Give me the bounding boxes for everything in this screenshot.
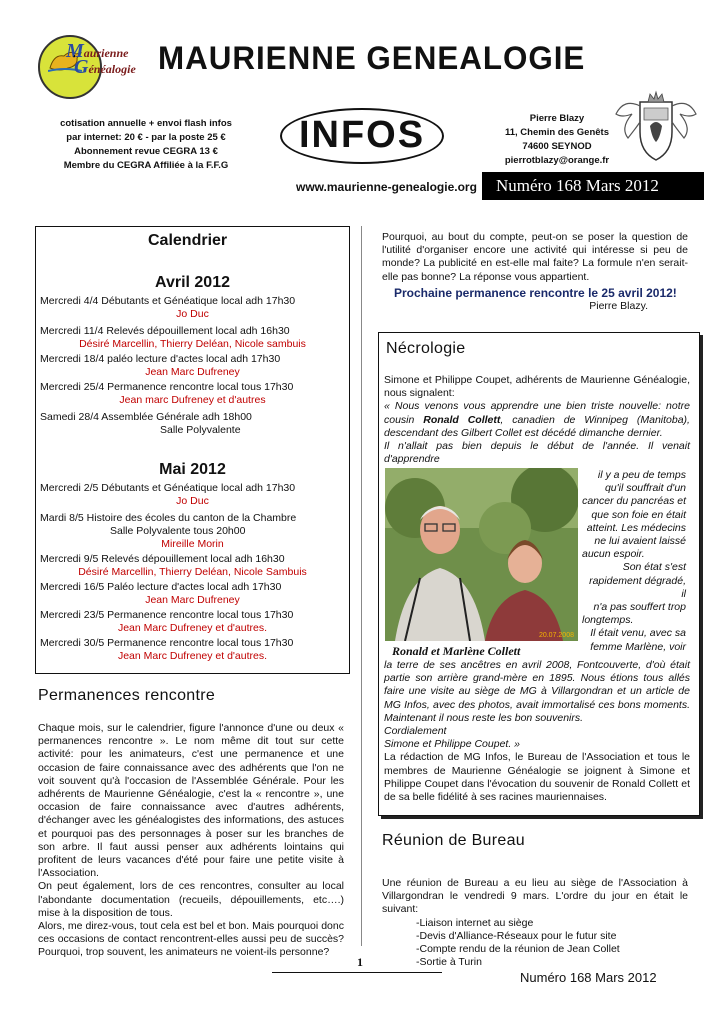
signature: Simone et Philippe Coupet. »	[384, 738, 521, 751]
calendar-content	[40, 274, 345, 663]
paragraph: Pourquoi, au bout du compte, peut-on se poser la question de l'utilité d'organiser encore une activité qui intéresse si peu de monde? La publicité en est-elle mal faite? La formule n'en serait-elle pas bonne? La réponse vous appartient.	[382, 231, 688, 283]
event-line: Mercredi 25/4 Permanence rencontre local tous 17h30	[40, 381, 294, 393]
obituary-top-text	[384, 374, 690, 466]
event-line: Mercredi 23/5 Permanence rencontre local tous 17h30	[40, 609, 294, 621]
paragraph: Il n'allait pas bien depuis le début de l'année. Il venait d'apprendre	[384, 440, 690, 466]
side-line: que son foie en était	[591, 508, 686, 521]
photo-image	[385, 468, 578, 641]
event-host: Jean marc Dufreney et d'autres	[119, 394, 266, 406]
address-line: 74600 SEYNOD	[522, 141, 592, 152]
event-host: Désiré Marcellin, Thierry Deléan, Nicole sambuis	[79, 338, 306, 350]
event-host: Jean Marc Dufreney et d'autres.	[117, 622, 268, 634]
side-line: il y a peu de temps	[597, 469, 686, 481]
side-line: atteint. Les médecins	[586, 521, 686, 534]
obituary-side-text	[582, 469, 686, 654]
infos-badge: INFOS	[280, 108, 444, 164]
event-line: Mercredi 30/5 Permanence rencontre local tous 17h30	[40, 637, 294, 649]
calendar-title: Calendrier	[148, 232, 228, 249]
event-host: Mireille Morin	[161, 538, 224, 550]
author-signature: Pierre Blazy.	[589, 299, 648, 312]
permanences-heading: Permanences rencontre	[38, 687, 216, 704]
event-host: Jean Marc Dufreney	[145, 366, 240, 378]
photo-date: 20.07.2008	[538, 632, 574, 639]
agenda-item: -Compte rendu de la réunion de Jean Collet	[416, 943, 620, 956]
membership-fees	[40, 117, 252, 173]
event-host: Jo Duc	[176, 308, 209, 320]
event-line: Mercredi 16/5 Paléo lecture d'actes local adh 17h30	[40, 581, 282, 593]
fee-line: Abonnement revue CEGRA 13 €	[74, 146, 218, 157]
event-line: Mercredi 18/4 paléo lecture d'actes local adh 17h30	[40, 353, 281, 365]
april-heading: Avril 2012	[154, 274, 230, 291]
side-line: longtemps.	[582, 614, 634, 627]
newsletter-title: MAURIENNE GENEALOGIE	[158, 40, 586, 76]
fee-line: cotisation annuelle + envoi flash infos	[60, 118, 232, 129]
permanences-continued	[382, 231, 688, 312]
side-line: aucun espoir.	[582, 548, 645, 561]
event-host: Désiré Marcellin, Thierry Deléan, Nicole Sambuis	[78, 566, 307, 578]
fee-line: par internet: 20 € - par la poste 25 €	[66, 132, 226, 143]
paragraph: Simone et Philippe Coupet, adhérents de Maurienne Généalogie, nous signalent:	[384, 374, 690, 400]
address-line: 11, Chemin des Genêts	[504, 127, 609, 138]
column-divider	[361, 226, 362, 946]
deceased-name: Ronald Collett	[423, 413, 501, 426]
side-line: rapidement dégradé, il	[589, 574, 686, 600]
side-line: qu'il souffrait d'un	[604, 482, 686, 495]
paragraph: Chaque mois, sur le calendrier, figure l'annonce d'une ou deux « permanences rencontre ». Le nom même dit tout sur cette activité: pour les animateurs, c'est une permanence et une occasion de faire connaissance avec des adhérents que l'on ne voit souvent qu'à l'occasion de l'Assemblée Générale. Pour les adhérents de Maurienne Généalogie, c'est la « rencontre », une occasion de faire connaissance avec d'autres adhérents, d'échanger avec les généalogistes des informations, des astuces et pourquoi pas des personnages à poser sur les branches de son arbre. Il faut aussi penser aux adhérents lointains qui profitent de leurs vacances d'été pour faire une petite visite à l'Association.	[38, 722, 344, 880]
logo-line1: aurienne	[83, 46, 129, 60]
next-meeting: Prochaine permanence rencontre le 25 avril 2012!	[394, 285, 677, 300]
side-line: ne lui avaient laissé	[594, 535, 686, 548]
side-line: femme Marlène, voir	[590, 640, 686, 653]
event-host: Jean Marc Dufreney	[145, 594, 240, 606]
fee-line: Membre du CEGRA Affiliée à la F.F.G	[63, 160, 229, 171]
event-line: Mercredi 4/4 Débutants et Généatique local adh 17h30	[40, 295, 296, 307]
side-line: n'a pas souffert trop	[593, 601, 686, 614]
event-host: Jo Duc	[176, 495, 209, 507]
agenda-item: -Liaison internet au siège	[416, 916, 534, 929]
quote-start: « Nous venons vous apprendre une bien triste nouvelle: notre cousin	[384, 400, 690, 426]
event-venue: Salle Polyvalente	[160, 424, 241, 436]
permanences-article	[38, 722, 344, 960]
coat-of-arms-icon	[610, 88, 702, 166]
footer-issue: Numéro 168 Mars 2012	[520, 970, 657, 985]
footer-rule	[272, 972, 442, 973]
event-host: Jean Marc Dufreney et d'autres.	[117, 650, 268, 662]
side-line: Il était venu, avec sa	[590, 627, 686, 640]
quote-cont: , canadien de Winnipeg (Manitoba), descendant des Gilbert Collet est décédé dimanche dernier.	[384, 413, 690, 439]
paragraph: Alors, me direz-vous, tout cela est bel et bon. Mais pourquoi donc ces occasions de contact rencontrent-elles aussi peu de succès? Pourquoi, trop souvent, les animateurs ne voient-ils personne?	[38, 920, 344, 959]
couple-photo	[385, 468, 578, 641]
paragraph: La rédaction de MG Infos, le Bureau de l'Association et tous le membres de Maurienne Généalogie se joignent à Simone et Philippe Coupet dans l'évocation du souvenir de Ronald Collett et de sa belle fidélité à ses racines mauriennaises.	[384, 751, 690, 804]
photo-caption: Ronald et Marlène Collett	[392, 644, 521, 658]
bureau-heading: Réunion de Bureau	[382, 832, 525, 849]
page-number: 1	[357, 955, 363, 969]
event-line: Mardi 8/5 Histoire des écoles du canton de la Chambre	[40, 512, 297, 524]
issue-banner: Numéro 168 Mars 2012	[482, 172, 704, 200]
email-link[interactable]: pierrotblazy@orange.fr	[504, 155, 610, 166]
event-line: Mercredi 11/4 Relevés dépouillement local adh 16h30	[40, 325, 290, 337]
logo-text: Maurienne Généalogie	[66, 40, 136, 78]
agenda-item: -Devis d'Alliance-Réseaux pour le futur site	[416, 929, 617, 942]
obituary-heading: Nécrologie	[386, 340, 466, 357]
obituary-bottom-text	[384, 659, 690, 804]
side-line: cancer du pancréas et	[582, 495, 686, 508]
paragraph: On peut également, lors de ces rencontres, consulter au local l'abondante documentation (recueils, dépouillements, etc….) mise à la disposition de tous.	[38, 880, 344, 919]
agenda-item: -Sortie à Turin	[416, 956, 482, 969]
event-venue: Salle Polyvalente tous 20h00	[110, 525, 246, 537]
event-line: Samedi 28/4 Assemblée Générale adh 18h00	[40, 411, 252, 423]
address-line: Pierre Blazy	[529, 113, 585, 124]
event-line: Mercredi 9/5 Relevés dépouillement local adh 16h30	[40, 553, 285, 565]
website-link[interactable]: www.maurienne-genealogie.org	[296, 180, 477, 194]
may-heading: Mai 2012	[159, 461, 226, 478]
bureau-article	[382, 877, 688, 969]
paragraph: la terre de ses ancêtres en avril 2008, Fontcouverte, d'où était partie son arrière grand-mère en 1895. Nous étions tous allés faire une visite au siège de MG à Villargondran et un article de MG Infos, avec des photos, avait immortalisé ces bons moments. Maintenant il nous reste les bon souvenirs.	[384, 659, 690, 724]
event-line: Mercredi 2/5 Débutants et Généatique local adh 17h30	[40, 482, 296, 494]
paragraph: Une réunion de Bureau a eu lieu au siège de l'Association à Villargondran le vendredi 9 mars. L'ordre du jour en était le suivant:	[382, 877, 688, 916]
logo-line2: énéalogie	[88, 62, 136, 76]
side-line: Son état s'est	[622, 561, 686, 574]
closing: Cordialement	[384, 725, 447, 738]
